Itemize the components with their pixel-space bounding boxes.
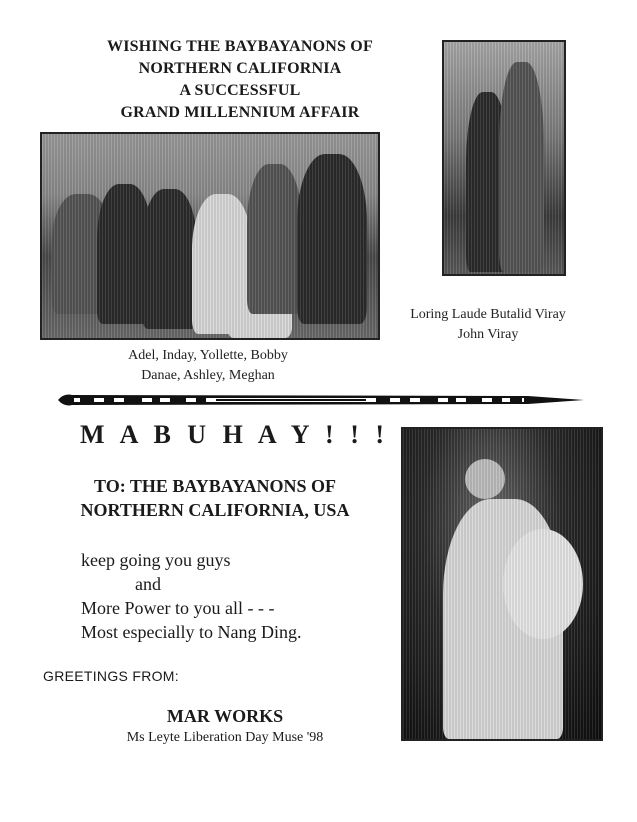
couple-photo [442,40,566,276]
couple-caption-line-2: John Viray [457,327,519,342]
group-photo-caption [40,346,376,386]
headline [60,36,420,124]
couple-caption-line-1: Loring Laude Butalid Viray [410,307,566,322]
headline-line-3: A SUCCESSFUL [179,82,301,99]
message-line-2: and [135,574,161,594]
group-caption-line-1: Adel, Inday, Yollette, Bobby [128,348,288,363]
couple-photo-caption [385,305,591,345]
recipient-block [40,474,390,522]
ornamental-divider [58,393,584,407]
message-line-3: More Power to you all - - - [81,598,275,618]
headline-line-1: WISHING THE BAYBAYANONS OF [107,38,373,55]
sender-name: MAR WORKS [166,706,284,726]
recipient-line-2: NORTHERN CALIFORNIA, USA [80,500,350,520]
group-photo [40,132,380,340]
headline-line-2: NORTHERN CALIFORNIA [138,60,342,77]
recipient-line-1: TO: THE BAYBAYANONS OF [94,476,336,496]
message-line-1: keep going you guys [81,550,231,570]
sender-title: Ms Leyte Liberation Day Muse '98 [126,730,324,745]
headline-line-4: GRAND MILLENNIUM AFFAIR [120,104,360,121]
message-line-4: Most especially to Nang Ding. [81,622,302,642]
group-caption-line-2: Danae, Ashley, Meghan [141,368,275,383]
muse-photo [401,427,603,741]
mabuhay-title: M A B U H A Y ! ! ! [80,420,390,449]
greetings-from-label: GREETINGS FROM: [43,668,179,684]
